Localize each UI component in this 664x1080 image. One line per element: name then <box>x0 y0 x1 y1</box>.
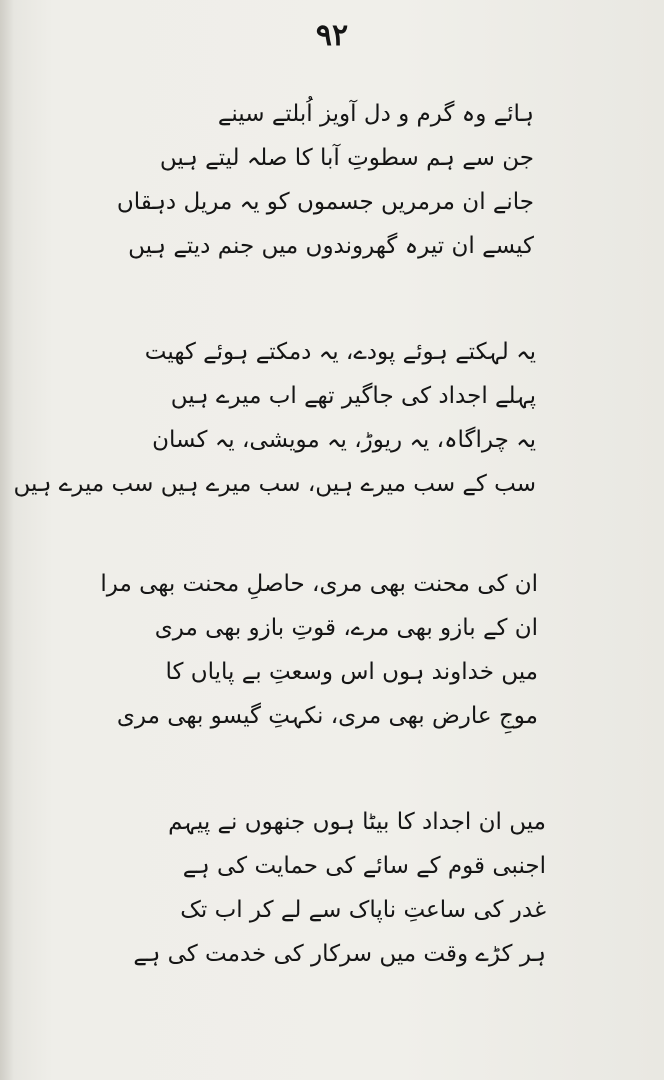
verse-line: ہر کڑے وقت میں سرکار کی خدمت کی ہے <box>133 941 546 967</box>
verse-line: پہلے اجداد کی جاگیر تھے اب میرے ہیں <box>170 383 536 409</box>
stanza-2 <box>13 330 536 506</box>
stanza-4 <box>126 800 546 976</box>
verse-line: جانے ان مرمریں جسموں کو یہ مریل دہقاں <box>116 189 534 215</box>
verse-line: کیسے ان تیرہ گھروندوں میں جنم دیتے ہیں <box>128 233 534 259</box>
verse-line: اجنبی قوم کے سائے کی حمایت کی ہے <box>182 853 546 879</box>
verse-line: سب کے سب میرے ہیں، سب میرے ہیں سب میرے ہیں <box>13 471 536 497</box>
verse-line: یہ چراگاہ، یہ ریوڑ، یہ مویشی، یہ کسان <box>152 427 536 453</box>
stanza-3 <box>100 562 538 738</box>
verse-line: جن سے ہم سطوتِ آبا کا صلہ لیتے ہیں <box>159 145 534 171</box>
verse-line: غدر کی ساعتِ ناپاک سے لے کر اب تک <box>180 897 546 923</box>
page-gutter-shadow <box>0 0 14 1080</box>
verse-line: ہائے وہ گرم و دل آویز اُبلتے سینے <box>217 101 534 127</box>
stanza-1 <box>114 92 534 268</box>
verse-line: یہ لہکتے ہوئے پودے، یہ دمکتے ہوئے کھیت <box>144 339 536 365</box>
verse-line: میں ان اجداد کا بیٹا ہوں جنھوں نے پیہم <box>168 809 546 835</box>
verse-line: میں خداوند ہوں اس وسعتِ بے پایاں کا <box>165 659 538 685</box>
verse-line: موجِ عارض بھی مری، نکہتِ گیسو بھی مری <box>116 703 538 729</box>
verse-line: ان کی محنت بھی مری، حاصلِ محنت بھی مرا <box>100 571 538 597</box>
page-number: ۹۲ <box>315 18 349 53</box>
verse-line: ان کے بازو بھی مرے، قوتِ بازو بھی مری <box>154 615 538 641</box>
